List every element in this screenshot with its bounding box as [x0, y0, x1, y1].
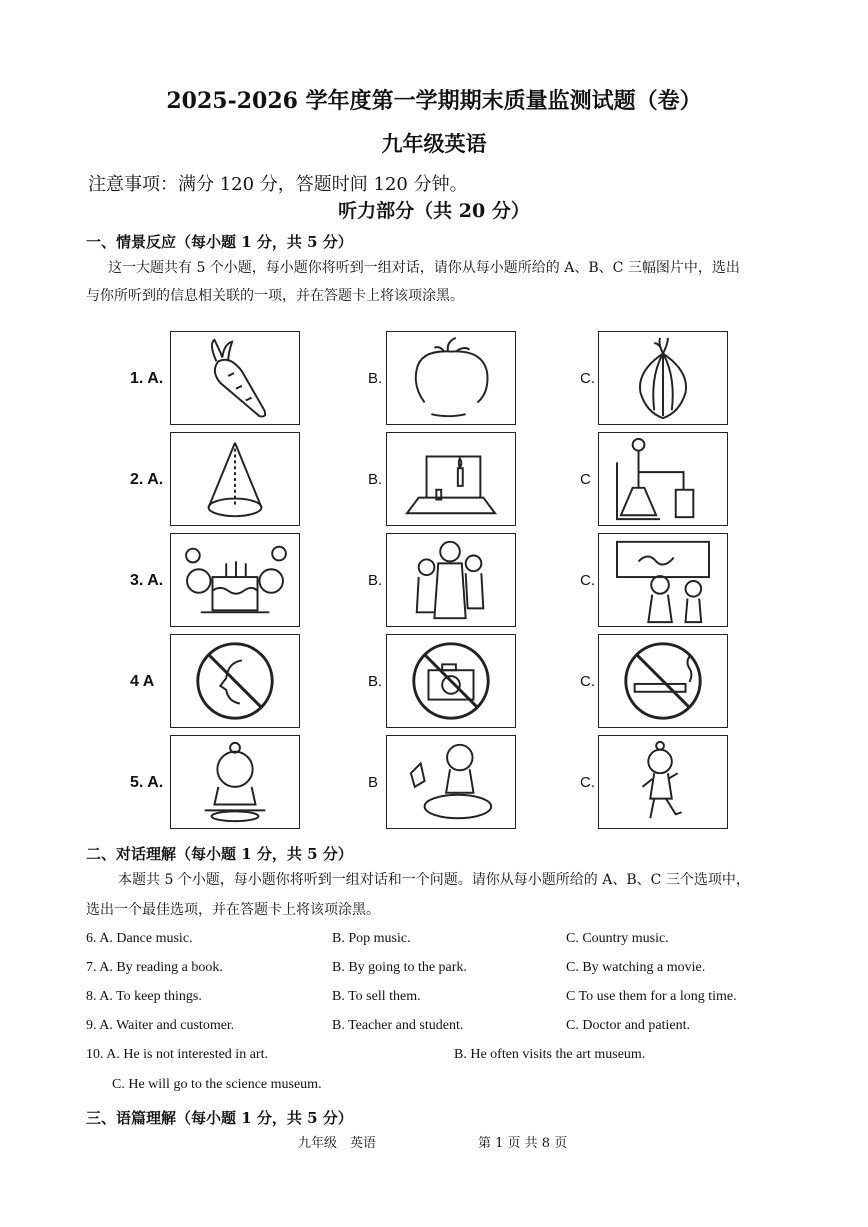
carrot-icon [170, 331, 300, 425]
q1-c-label: C. [580, 370, 595, 387]
no-photo-icon [386, 634, 516, 728]
q8-option-a: 8. A. To keep things. [86, 989, 202, 1004]
no-talking-icon [170, 634, 300, 728]
q5-label: 5. A. [130, 774, 164, 791]
q5-c-label: C. [580, 774, 595, 791]
q10-option-c: C. He will go to the science museum. [112, 1077, 322, 1092]
q10-option-b: B. He often visits the art museum. [454, 1047, 646, 1062]
q4-label: 4 A [130, 673, 155, 690]
section1-instruction-1: 这一大题共有 5 个小题，每小题你将听到一组对话，请你从每小题所给的 A、B、C 三幅图片中，选出 [108, 260, 740, 276]
candle-experiment-icon [386, 432, 516, 526]
q2-b-label: B. [368, 471, 383, 488]
q5-b-label: B [368, 774, 379, 791]
q6-option-a: 6. A. Dance music. [86, 931, 193, 946]
cone-icon [170, 432, 300, 526]
q2-c-label: C [580, 471, 591, 488]
girl-eating-icon [170, 735, 300, 829]
section1-heading: 一、情景反应（每小题 1 分，共 5 分） [86, 233, 353, 251]
family-group-icon [386, 533, 516, 627]
q3-c-label: C. [580, 572, 595, 589]
onion-icon [598, 331, 728, 425]
birthday-cake-icon [170, 533, 300, 627]
q7-option-b: B. By going to the park. [332, 960, 467, 975]
q2-label: 2. A. [130, 471, 164, 488]
exam-subtitle: 九年级英语 [381, 131, 487, 156]
q6-option-c: C. Country music. [566, 931, 669, 946]
teacher-student-icon [598, 533, 728, 627]
q7-option-c: C. By watching a movie. [566, 960, 706, 975]
section2-heading: 二、对话理解（每小题 1 分，共 5 分） [86, 845, 353, 863]
exam-note: 注意事项：满分 120 分，答题时间 120 分钟。 [88, 174, 468, 195]
flask-apparatus-icon [598, 432, 728, 526]
q3-label: 3. A. [130, 572, 164, 589]
q9-option-c: C. Doctor and patient. [566, 1018, 691, 1033]
q1-b-label: B. [368, 370, 383, 387]
footer-page-number: 第 1 页 共 8 页 [478, 1136, 568, 1151]
section1-instruction-2: 与你所听到的信息相关联的一项，并在答题卡上将该项涂黑。 [86, 288, 464, 304]
q4-c-label: C. [580, 673, 595, 690]
q9-option-b: B. Teacher and student. [332, 1018, 464, 1033]
section3-heading: 三、语篇理解（每小题 1 分，共 5 分） [86, 1109, 353, 1127]
tomato-icon [386, 331, 516, 425]
q6-option-b: B. Pop music. [332, 931, 411, 946]
girl-running-icon [598, 735, 728, 829]
q8-option-c: C To use them for a long time. [566, 989, 737, 1004]
no-smoking-icon [598, 634, 728, 728]
q9-option-a: 9. A. Waiter and customer. [86, 1018, 235, 1033]
q7-option-a: 7. A. By reading a book. [86, 960, 223, 975]
q4-b-label: B. [368, 673, 383, 690]
q3-b-label: B. [368, 572, 383, 589]
listening-part-title: 听力部分（共 20 分） [338, 200, 530, 222]
section2-instruction-1: 本题共 5 个小题，每小题你将听到一组对话和一个问题。请你从每小题所给的 A、B、C 三个选项中， [118, 872, 750, 888]
q8-option-b: B. To sell them. [332, 989, 421, 1004]
q1-label: 1. A. [130, 370, 164, 387]
q10-option-a: 10. A. He is not interested in art. [86, 1047, 268, 1062]
girl-washing-icon [386, 735, 516, 829]
exam-title: 2025-2026 学年度第一学期期末质量监测试题（卷） [166, 88, 702, 114]
footer-subject: 九年级 英语 [298, 1136, 377, 1151]
section2-instruction-2: 选出一个最佳选项，并在答题卡上将该项涂黑。 [86, 902, 380, 918]
